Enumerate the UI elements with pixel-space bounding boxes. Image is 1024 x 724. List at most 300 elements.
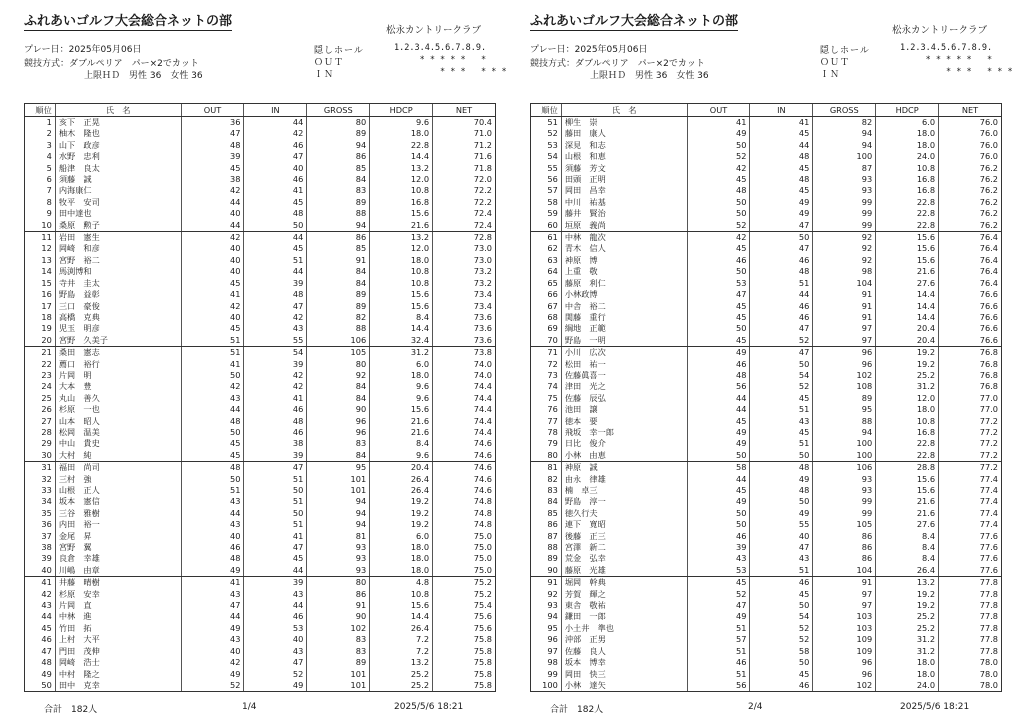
player-name-cell: 藤田 康人 (561, 128, 687, 139)
rank-cell: 3 (25, 140, 56, 151)
table-row (25, 220, 496, 232)
rank-cell: 76 (531, 404, 562, 415)
out-score-cell: 46 (687, 255, 750, 266)
in-score-cell: 44 (244, 117, 307, 129)
table-row (531, 208, 1002, 219)
net-score-cell: 76.6 (939, 312, 1002, 323)
page-title: ふれあいゴルフ大会総合ネットの部 (24, 10, 232, 31)
rank-cell: 68 (531, 312, 562, 323)
player-name-cell: 中山 貴史 (55, 438, 181, 449)
hdcp-cell: 32.4 (370, 335, 433, 347)
in-score-cell: 45 (244, 243, 307, 254)
gross-score-cell: 92 (813, 243, 876, 254)
in-score-cell: 41 (244, 531, 307, 542)
out-score-cell: 47 (687, 600, 750, 611)
rank-cell: 97 (531, 646, 562, 657)
gross-score-cell: 84 (307, 174, 370, 185)
gross-score-cell: 84 (307, 266, 370, 277)
gross-score-cell: 102 (813, 680, 876, 692)
table-row (25, 450, 496, 462)
out-score-cell: 58 (687, 462, 750, 474)
out-score-cell: 45 (687, 335, 750, 347)
table-row (25, 393, 496, 404)
in-score-cell: 46 (244, 174, 307, 185)
hdcp-cell: 18.0 (370, 255, 433, 266)
out-score-cell: 45 (181, 163, 244, 174)
hdcp-cell: 15.6 (370, 301, 433, 312)
out-score-cell: 45 (687, 301, 750, 312)
net-score-cell: 76.8 (939, 370, 1002, 381)
gross-score-cell: 88 (307, 208, 370, 219)
table-row (25, 600, 496, 611)
net-score-cell: 77.0 (939, 393, 1002, 404)
out-score-cell: 49 (687, 438, 750, 449)
gross-score-cell: 83 (307, 646, 370, 657)
net-score-cell: 77.0 (939, 404, 1002, 415)
rank-cell: 12 (25, 243, 56, 254)
in-score-cell: 41 (750, 117, 813, 129)
gross-score-cell: 93 (813, 185, 876, 196)
rank-header: 順位 (531, 104, 562, 117)
gross-score-cell: 99 (813, 508, 876, 519)
gross-score-cell: 84 (307, 393, 370, 404)
hdcp-cell: 19.2 (876, 347, 939, 359)
hidden-holes-numbers: 1.2.3.4.5.6.7.8.9. (900, 43, 993, 53)
table-row (531, 312, 1002, 323)
player-name-cell: 深見 和志 (561, 140, 687, 151)
table-row (25, 359, 496, 370)
out-score-cell: 42 (181, 232, 244, 244)
player-name-cell: 藤井 賢治 (561, 208, 687, 219)
out-score-cell: 50 (687, 519, 750, 530)
in-score-cell: 48 (244, 289, 307, 300)
in-score-cell: 55 (244, 335, 307, 347)
hdcp-cell: 26.4 (876, 565, 939, 577)
in-score-cell: 39 (244, 450, 307, 462)
gross-score-cell: 82 (307, 312, 370, 323)
gross-score-cell: 89 (307, 301, 370, 312)
out-score-cell: 50 (687, 323, 750, 334)
rank-cell: 19 (25, 323, 56, 334)
gross-score-cell: 86 (307, 232, 370, 244)
hdcp-cell: 18.0 (876, 669, 939, 680)
hdcp-cell: 15.6 (876, 255, 939, 266)
rank-cell: 85 (531, 508, 562, 519)
in-score-cell: 50 (750, 450, 813, 462)
net-score-cell: 74.4 (433, 427, 496, 438)
table-row (25, 542, 496, 553)
in-score-cell: 43 (750, 416, 813, 427)
net-score-cell: 73.4 (433, 301, 496, 312)
in-score-cell: 45 (750, 669, 813, 680)
player-name-cell: 宮野 翼 (55, 542, 181, 553)
gross-score-cell: 84 (307, 450, 370, 462)
hdcp-cell: 9.6 (370, 117, 433, 129)
gross-score-cell: 95 (813, 404, 876, 415)
rank-cell: 26 (25, 404, 56, 415)
gross-score-cell: 97 (813, 335, 876, 347)
table-row (25, 404, 496, 415)
player-name-cell: 岡崎 和彦 (55, 243, 181, 254)
gross-header: GROSS (307, 104, 370, 117)
net-score-cell: 76.8 (939, 359, 1002, 370)
gross-score-cell: 86 (813, 531, 876, 542)
hdcp-cell: 20.4 (876, 335, 939, 347)
player-name-cell: 須藤 誠 (55, 174, 181, 185)
gross-score-cell: 100 (813, 151, 876, 162)
gross-score-cell: 93 (813, 174, 876, 185)
player-name-cell: 川嶋 由章 (55, 565, 181, 577)
player-name-cell: 徳本 要 (561, 416, 687, 427)
out-score-cell: 43 (181, 589, 244, 600)
gross-score-cell: 94 (307, 508, 370, 519)
net-score-cell: 71.2 (433, 140, 496, 151)
out-score-cell: 36 (181, 117, 244, 129)
hdcp-cell: 20.4 (370, 462, 433, 474)
net-score-cell: 77.2 (939, 427, 1002, 438)
table-row (531, 485, 1002, 496)
net-score-cell: 74.6 (433, 485, 496, 496)
net-score-cell: 76.8 (939, 347, 1002, 359)
net-score-cell: 76.2 (939, 208, 1002, 219)
in-score-cell: 54 (750, 611, 813, 622)
net-score-cell: 74.6 (433, 462, 496, 474)
hdcp-cell: 22.8 (876, 220, 939, 232)
table-row (531, 634, 1002, 645)
in-score-cell: 49 (750, 474, 813, 485)
net-score-cell: 76.4 (939, 278, 1002, 289)
hdcp-cell: 13.2 (370, 657, 433, 668)
gross-score-cell: 101 (307, 680, 370, 692)
player-name-cell: 丸山 善久 (55, 393, 181, 404)
player-name-cell: 神原 誠 (561, 462, 687, 474)
table-row (531, 289, 1002, 300)
table-row (531, 450, 1002, 462)
rank-cell: 37 (25, 531, 56, 542)
player-name-cell: 上村 大平 (55, 634, 181, 645)
in-score-cell: 53 (244, 623, 307, 634)
hdcp-cell: 18.0 (370, 128, 433, 139)
in-score-cell: 45 (244, 553, 307, 564)
net-score-cell: 75.8 (433, 657, 496, 668)
table-row (25, 197, 496, 208)
table-row (25, 301, 496, 312)
out-score-cell: 50 (181, 427, 244, 438)
hdcp-cell: 14.4 (370, 611, 433, 622)
table-row (531, 128, 1002, 139)
rank-cell: 57 (531, 185, 562, 196)
net-score-cell: 73.6 (433, 323, 496, 334)
out-score-cell: 44 (181, 197, 244, 208)
table-body (25, 117, 496, 692)
total-players: 合計 182人 (44, 705, 98, 715)
out-score-cell: 52 (687, 151, 750, 162)
in-score-cell: 51 (750, 278, 813, 289)
in-hidden-marks: * * * * * * (394, 67, 507, 77)
net-score-cell: 76.4 (939, 266, 1002, 277)
out-score-cell: 41 (181, 289, 244, 300)
out-score-cell: 53 (687, 278, 750, 289)
table-row (25, 669, 496, 680)
net-score-cell: 73.8 (433, 347, 496, 359)
table-row (25, 289, 496, 300)
out-score-cell: 39 (181, 151, 244, 162)
table-row (25, 657, 496, 668)
net-score-cell: 75.8 (433, 680, 496, 692)
in-score-cell: 44 (750, 140, 813, 151)
rank-cell: 25 (25, 393, 56, 404)
out-score-cell: 51 (687, 646, 750, 657)
table-row (531, 174, 1002, 185)
out-score-cell: 41 (687, 117, 750, 129)
net-score-cell: 75.2 (433, 589, 496, 600)
hdcp-cell: 18.0 (876, 140, 939, 151)
in-score-cell: 44 (244, 232, 307, 244)
gross-score-cell: 87 (813, 163, 876, 174)
rank-cell: 14 (25, 266, 56, 277)
gross-score-cell: 92 (813, 232, 876, 244)
in-score-cell: 45 (750, 427, 813, 438)
table-row (25, 508, 496, 519)
player-name-cell: 大村 純 (55, 450, 181, 462)
out-score-cell: 51 (687, 669, 750, 680)
hdcp-cell: 8.4 (876, 531, 939, 542)
net-score-cell: 77.4 (939, 519, 1002, 530)
hdcp-cell: 10.8 (370, 185, 433, 196)
player-name-cell: 片岡 直 (55, 600, 181, 611)
hdcp-cell: 14.4 (876, 312, 939, 323)
out-score-cell: 49 (181, 623, 244, 634)
table-row (531, 255, 1002, 266)
gross-score-cell: 94 (307, 220, 370, 232)
table-row (531, 335, 1002, 347)
page-number: 1/4 (242, 702, 257, 712)
competition-format: 競技方式：ダブルペリア パー×2でカット (24, 59, 199, 69)
in-score-cell: 47 (750, 220, 813, 232)
out-score-cell: 45 (181, 438, 244, 449)
gross-score-cell: 88 (307, 323, 370, 334)
rank-cell: 11 (25, 232, 56, 244)
hdcp-cell: 20.4 (876, 323, 939, 334)
player-name-cell: 中舎 裕二 (561, 301, 687, 312)
in-score-cell: 50 (750, 600, 813, 611)
page-title: ふれあいゴルフ大会総合ネットの部 (530, 10, 738, 31)
in-score-cell: 50 (244, 220, 307, 232)
rank-cell: 65 (531, 278, 562, 289)
out-hidden-marks: * * * * * * (394, 55, 487, 65)
hdcp-cell: 8.4 (370, 312, 433, 323)
table-row (25, 485, 496, 496)
out-score-cell: 44 (181, 220, 244, 232)
rank-cell: 59 (531, 208, 562, 219)
in-score-cell: 40 (244, 163, 307, 174)
table-row (25, 438, 496, 449)
hdcp-cell: 15.6 (370, 404, 433, 415)
gross-score-cell: 99 (813, 496, 876, 507)
net-score-cell: 78.0 (939, 680, 1002, 692)
table-row (25, 335, 496, 347)
out-score-cell: 48 (181, 462, 244, 474)
gross-score-cell: 91 (813, 577, 876, 589)
gross-score-cell: 104 (813, 278, 876, 289)
rank-cell: 58 (531, 197, 562, 208)
table-row (25, 634, 496, 645)
rank-cell: 61 (531, 232, 562, 244)
net-score-cell: 74.6 (433, 438, 496, 449)
out-score-cell: 43 (181, 519, 244, 530)
rank-cell: 34 (25, 496, 56, 507)
rank-cell: 7 (25, 185, 56, 196)
player-name-cell: 小川 広次 (561, 347, 687, 359)
out-score-cell: 50 (687, 266, 750, 277)
gross-header: GROSS (813, 104, 876, 117)
gross-score-cell: 109 (813, 646, 876, 657)
hdcp-cell: 15.6 (876, 474, 939, 485)
player-name-cell: 宮野 裕二 (55, 255, 181, 266)
gross-score-cell: 96 (813, 657, 876, 668)
gross-score-cell: 83 (307, 634, 370, 645)
rank-cell: 1 (25, 117, 56, 129)
gross-score-cell: 92 (813, 255, 876, 266)
rank-cell: 83 (531, 485, 562, 496)
in-score-cell: 46 (750, 680, 813, 692)
rank-cell: 15 (25, 278, 56, 289)
player-name-cell: 杉原 安幸 (55, 589, 181, 600)
in-score-cell: 43 (244, 646, 307, 657)
player-name-cell: 由永 律雄 (561, 474, 687, 485)
player-name-cell: 田頭 正明 (561, 174, 687, 185)
net-score-cell: 76.2 (939, 163, 1002, 174)
table-row (25, 589, 496, 600)
out-score-cell: 50 (181, 474, 244, 485)
in-score-cell: 46 (244, 611, 307, 622)
hdcp-cell: 12.0 (370, 243, 433, 254)
hdcp-cell: 14.4 (876, 301, 939, 312)
net-score-cell: 73.0 (433, 255, 496, 266)
play-date: プレー日：2025年05月06日 (530, 45, 648, 55)
net-score-cell: 77.6 (939, 565, 1002, 577)
in-score-cell: 46 (244, 427, 307, 438)
out-score-cell: 56 (687, 381, 750, 392)
net-score-cell: 73.2 (433, 278, 496, 289)
hdcp-cell: 8.4 (370, 438, 433, 449)
table-row (25, 474, 496, 485)
rank-cell: 66 (531, 289, 562, 300)
out-score-cell: 52 (687, 589, 750, 600)
hdcp-cell: 21.6 (370, 416, 433, 427)
net-score-cell: 77.6 (939, 542, 1002, 553)
net-score-cell: 76.6 (939, 323, 1002, 334)
gross-score-cell: 83 (307, 438, 370, 449)
table-row (531, 553, 1002, 564)
table-row (25, 174, 496, 185)
rank-cell: 50 (25, 680, 56, 692)
player-name-cell: 楠 卓三 (561, 485, 687, 496)
in-score-cell: 51 (244, 255, 307, 266)
player-name-cell: 須藤 芳文 (561, 163, 687, 174)
rank-cell: 44 (25, 611, 56, 622)
gross-score-cell: 89 (307, 128, 370, 139)
table-row (25, 646, 496, 657)
player-name-cell: 内海康仁 (55, 185, 181, 196)
in-score-cell: 51 (244, 474, 307, 485)
in-score-cell: 52 (750, 634, 813, 645)
net-score-cell: 74.4 (433, 404, 496, 415)
player-name-cell: 船津 良太 (55, 163, 181, 174)
in-score-cell: 55 (750, 519, 813, 530)
hdcp-cell: 18.0 (370, 565, 433, 577)
hdcp-cell: 22.8 (876, 438, 939, 449)
player-name-cell: 連下 寛昭 (561, 519, 687, 530)
rank-cell: 88 (531, 542, 562, 553)
hdcp-cell: 25.2 (876, 370, 939, 381)
player-name-cell: 小林政博 (561, 289, 687, 300)
table-row (531, 519, 1002, 530)
player-name-cell: 佐藤眞喜一 (561, 370, 687, 381)
out-score-cell: 40 (181, 243, 244, 254)
out-score-cell: 51 (181, 347, 244, 359)
out-score-cell: 47 (181, 600, 244, 611)
in-score-cell: 45 (750, 589, 813, 600)
net-score-cell: 77.8 (939, 600, 1002, 611)
player-name-cell: 芳賀 輝之 (561, 589, 687, 600)
rank-cell: 2 (25, 128, 56, 139)
net-header: NET (433, 104, 496, 117)
gross-score-cell: 86 (813, 553, 876, 564)
out-score-cell: 46 (687, 359, 750, 370)
in-score-cell: 48 (750, 151, 813, 162)
table-row (531, 623, 1002, 634)
net-score-cell: 72.0 (433, 174, 496, 185)
in-score-cell: 51 (750, 404, 813, 415)
net-score-cell: 75.8 (433, 646, 496, 657)
hdcp-cell: 24.0 (876, 680, 939, 692)
gross-score-cell: 84 (307, 381, 370, 392)
player-name-cell: 田中達也 (55, 208, 181, 219)
hdcp-cell: 25.2 (370, 680, 433, 692)
rank-cell: 84 (531, 496, 562, 507)
net-score-cell: 78.0 (939, 669, 1002, 680)
in-header: IN (750, 104, 813, 117)
hdcp-cell: 14.4 (370, 151, 433, 162)
net-score-cell: 72.2 (433, 197, 496, 208)
table-row (531, 611, 1002, 622)
net-score-cell: 77.8 (939, 646, 1002, 657)
rank-cell: 42 (25, 589, 56, 600)
table-row (531, 577, 1002, 589)
in-score-cell: 44 (244, 565, 307, 577)
hdcp-cell: 21.6 (876, 496, 939, 507)
rank-cell: 48 (25, 657, 56, 668)
table-row (25, 381, 496, 392)
rank-cell: 95 (531, 623, 562, 634)
gross-score-cell: 93 (813, 485, 876, 496)
net-score-cell: 77.2 (939, 450, 1002, 462)
net-score-cell: 77.8 (939, 623, 1002, 634)
in-score-cell: 45 (750, 163, 813, 174)
rank-cell: 75 (531, 393, 562, 404)
rank-cell: 90 (531, 565, 562, 577)
gross-score-cell: 97 (813, 589, 876, 600)
net-score-cell: 73.6 (433, 312, 496, 323)
rank-cell: 16 (25, 289, 56, 300)
hdcp-cell: 16.8 (876, 185, 939, 196)
rank-cell: 56 (531, 174, 562, 185)
gross-score-cell: 80 (307, 577, 370, 589)
out-score-cell: 45 (687, 243, 750, 254)
out-score-cell: 41 (181, 577, 244, 589)
player-name-cell: 岩田 憲生 (55, 232, 181, 244)
